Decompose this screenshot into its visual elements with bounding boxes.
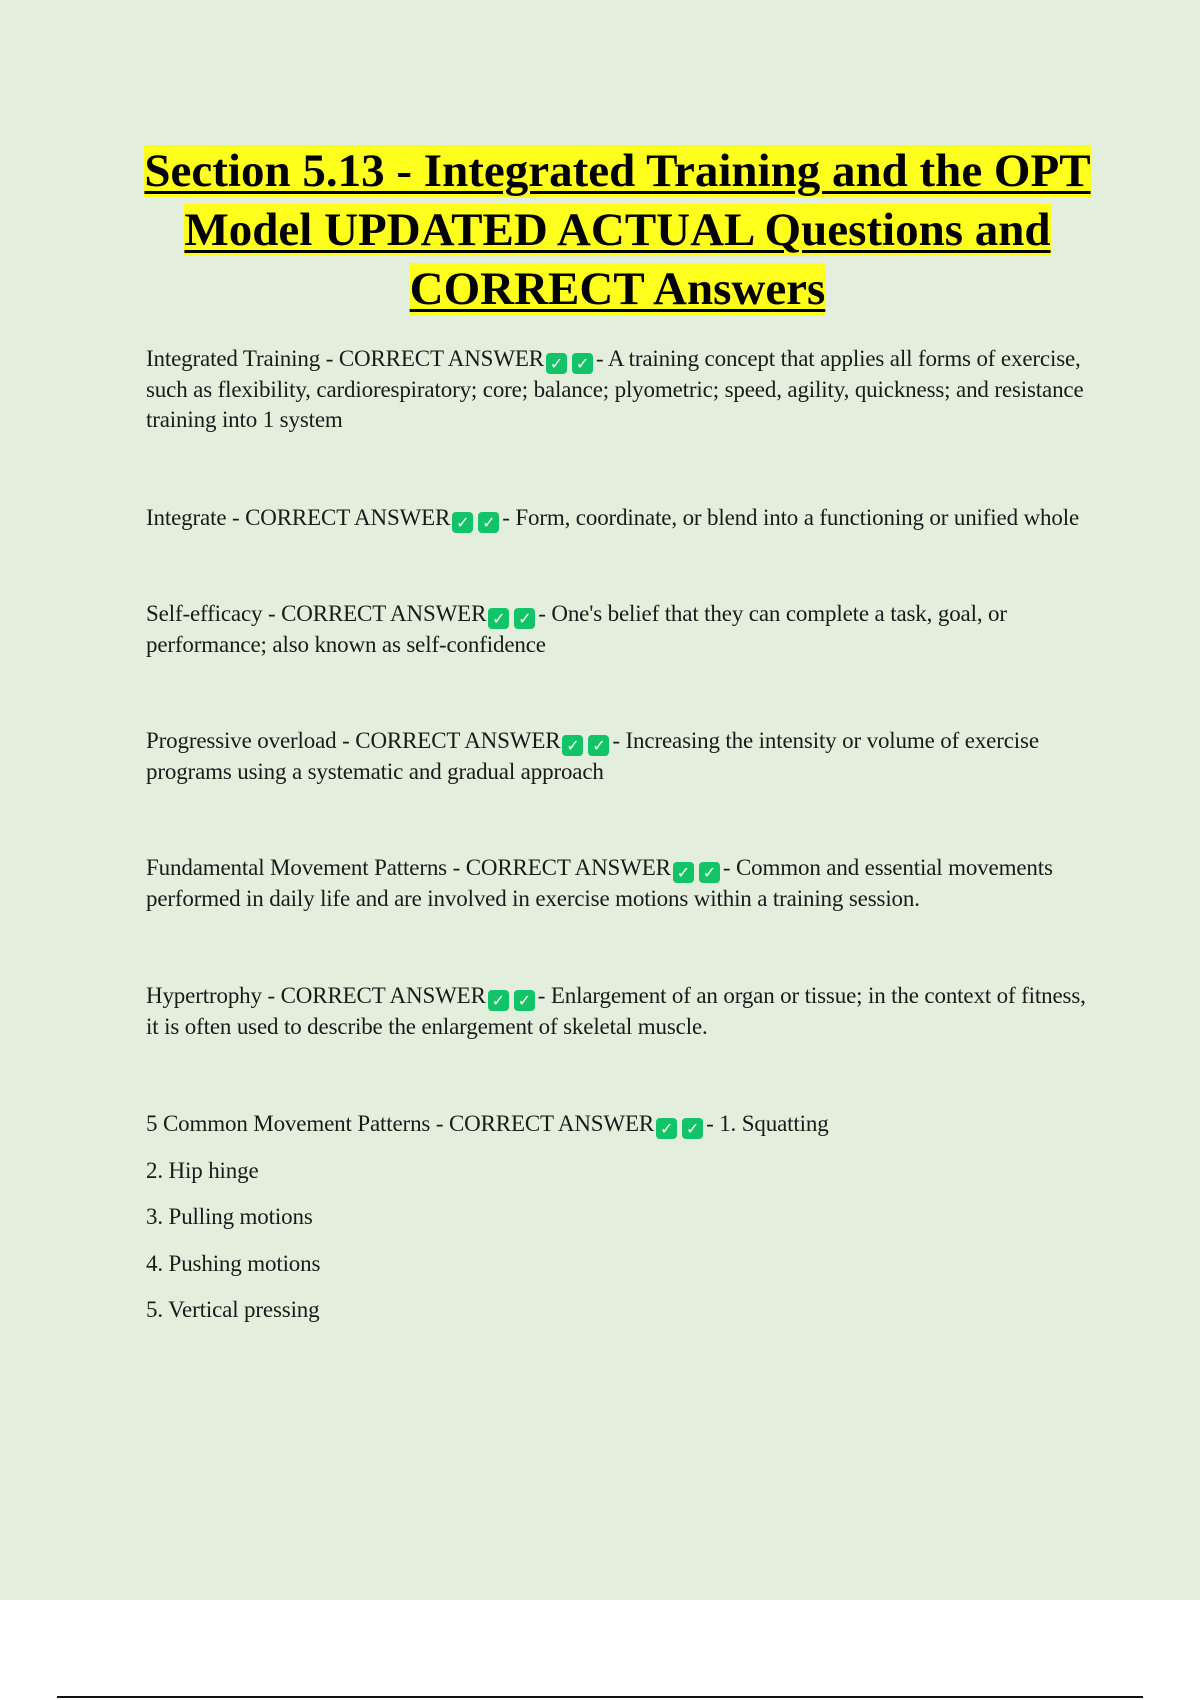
list-item: 3. Pulling motions <box>146 1204 313 1229</box>
entry-term: Progressive overload <box>146 728 337 753</box>
entry-term: Self-efficacy <box>146 601 263 626</box>
check-mark-icon: ✓ <box>452 512 473 533</box>
entry-term: Hypertrophy <box>146 983 262 1008</box>
qa-entry: Progressive overload - CORRECT ANSWER ✓ ✓ - Increasing the intensity or volume of exercise programs using a systematic and gradual approach <box>146 728 1039 784</box>
check-mark-icon: ✓ <box>514 990 535 1011</box>
qa-entry: Hypertrophy - CORRECT ANSWER ✓ ✓ - Enlargement of an organ or tissue; in the context of fitness, it is often used to describe the enlargement of skeletal muscle. <box>146 983 1086 1039</box>
entry-definition: Common and essential movements performed in daily life and are involved in exercise motions within a training session. <box>146 855 1053 911</box>
check-mark-icon: ✓ <box>699 862 720 883</box>
check-mark-icon: ✓ <box>656 1118 677 1139</box>
entry-definition: Increasing the intensity or volume of exercise programs using a systematic and gradual approach <box>146 728 1039 784</box>
qa-entry: Fundamental Movement Patterns - CORRECT ANSWER ✓ ✓ - Common and essential movements performed in daily life and are involved in exercise motions within a training session. <box>146 855 1053 911</box>
entry-definition: 1. Squatting <box>719 1111 829 1136</box>
answer-marker: CORRECT ANSWER <box>465 855 671 880</box>
check-mark-icon: ✓ <box>562 735 583 756</box>
list-item: 5. Vertical pressing <box>146 1297 320 1322</box>
entry-definition: Form, coordinate, or blend into a functioning or unified whole <box>515 504 1080 530</box>
footer-divider <box>57 1696 1143 1698</box>
entry-term: 5 Common Movement Patterns <box>146 1111 431 1136</box>
answer-marker: CORRECT ANSWER <box>245 504 451 530</box>
check-mark-icon: ✓ <box>546 353 567 374</box>
check-mark-icon: ✓ <box>488 608 509 629</box>
entry-term: Integrate <box>146 504 227 530</box>
answer-marker: CORRECT ANSWER <box>355 728 561 753</box>
entry-definition: One's belief that they can complete a task, goal, or performance; also known as self-confidence <box>146 601 1007 657</box>
answer-marker: CORRECT ANSWER <box>281 601 487 626</box>
check-mark-icon: ✓ <box>478 512 499 533</box>
check-mark-icon: ✓ <box>572 353 593 374</box>
page-title <box>130 142 1105 319</box>
list-item: 4. Pushing motions <box>146 1250 321 1276</box>
qa-entry: Self-efficacy - CORRECT ANSWER ✓ ✓ - One's belief that they can complete a task, goal, or performance; also known as self-confidence <box>146 601 1007 657</box>
qa-entry: Integrated Training - CORRECT ANSWER ✓ ✓ - A training concept that applies all forms of exercise, such as flexibility, cardiorespiratory; core; balance; plyometric; speed, agility, quickness; and resistance training into 1 system <box>146 346 1084 432</box>
check-mark-icon: ✓ <box>488 990 509 1011</box>
entry-definition: A training concept that applies all forms of exercise, such as flexibility, cardiorespiratory; core; balance; plyometric; speed, agility, quickness; and resistance training into 1 system <box>146 346 1084 432</box>
check-mark-icon: ✓ <box>588 735 609 756</box>
qa-entry: Integrate - CORRECT ANSWER ✓ ✓ - Form, coordinate, or blend into a functioning or unified whole <box>146 504 1080 532</box>
check-mark-icon: ✓ <box>673 862 694 883</box>
entry-term: Integrated Training <box>146 346 321 371</box>
qa-entry: 5 Common Movement Patterns - CORRECT ANSWER ✓ ✓ - 1. Squatting <box>146 1111 829 1138</box>
check-mark-icon: ✓ <box>682 1118 703 1139</box>
answer-marker: CORRECT ANSWER <box>338 346 544 371</box>
entry-term: Fundamental Movement Patterns <box>146 855 447 880</box>
check-mark-icon: ✓ <box>514 608 535 629</box>
entry-definition: Enlargement of an organ or tissue; in the context of fitness, it is often used to describe the enlargement of skeletal muscle. <box>146 983 1086 1039</box>
page-title-text: Section 5.13 - Integrated Training and the OPT Model UPDATED ACTUAL Questions and CORRECT Answers <box>144 145 1091 315</box>
answer-marker: CORRECT ANSWER <box>448 1111 655 1136</box>
answer-marker: CORRECT ANSWER <box>280 983 486 1008</box>
qa-list <box>146 344 1096 1326</box>
list-item: 2. Hip hinge <box>146 1157 259 1183</box>
